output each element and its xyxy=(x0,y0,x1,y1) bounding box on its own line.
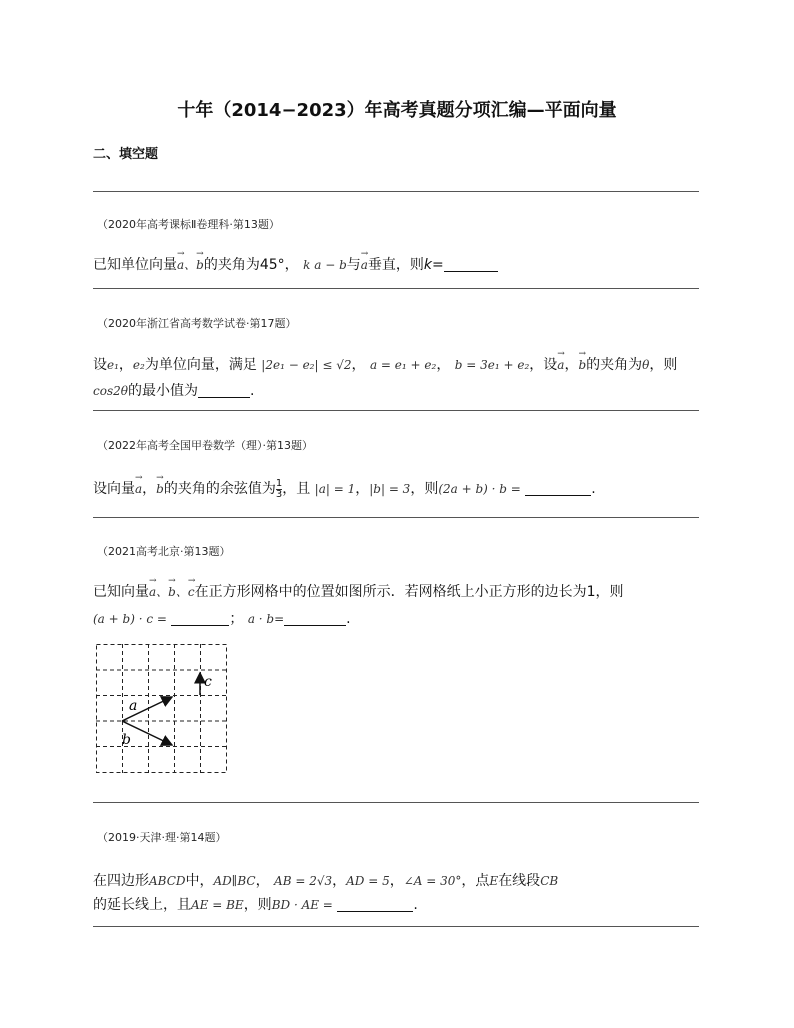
divider xyxy=(93,517,699,518)
problem-source: （2021高考北京·第13题） xyxy=(97,545,231,558)
problem-text: 设向量→ a，→ b的夹角的余弦值为 $\frac{1}{3}$ ，且 |a| = 1，|b| = 3，则(2a + b) · b = . xyxy=(93,478,596,500)
label-a: a xyxy=(129,698,138,714)
answer-blank[interactable] xyxy=(444,257,498,272)
problem-source: （2022年高考全国甲卷数学（理）·第13题） xyxy=(97,439,313,452)
problem-source: （2020年高考课标Ⅱ卷理科·第13题） xyxy=(97,218,280,231)
answer-blank[interactable] xyxy=(525,481,591,496)
answer-blank[interactable] xyxy=(337,897,413,912)
divider xyxy=(93,926,699,927)
problem-text: cos2θ的最小值为 . xyxy=(93,383,255,399)
divider xyxy=(93,410,699,411)
problem-text: (a + b) · c = ； a · b= . xyxy=(93,611,351,627)
problem-text: 在四边形ABCD中，AD∥BC， AB = 2√3，AD = 5，∠A = 30°，点E在线段CB xyxy=(93,873,559,889)
problem-text: 已知单位向量→ a、→ b的夹角为45°， k a − b与→ a垂直，则k= xyxy=(93,254,498,274)
problem-text: 已知向量→ a、→ b、→ c在正方形网格中的位置如图所示．若网格纸上小正方形的边长为1，则 xyxy=(93,581,624,601)
divider xyxy=(93,191,699,192)
vector-grid-figure xyxy=(96,644,228,774)
label-c: c xyxy=(204,674,212,690)
answer-blank[interactable] xyxy=(198,383,250,398)
divider xyxy=(93,802,699,803)
problem-text: 设e₁，e₂为单位向量，满足 |2e₁ − e₂| ≤ √2， a = e₁ + e₂， b = 3e₁ + e₂，设→ a，→ b的夹角为θ，则 xyxy=(93,354,677,374)
page-title: 十年（2014−2023）年高考真题分项汇编—平面向量 xyxy=(177,100,617,121)
section-heading: 二、填空题 xyxy=(93,147,159,162)
problem-text: 的延长线上，且AE = BE，则BD · AE = . xyxy=(93,897,418,913)
label-b: b xyxy=(122,732,131,748)
answer-blank[interactable] xyxy=(284,611,346,626)
divider xyxy=(93,288,699,289)
problem-source: （2019·天津·理·第14题） xyxy=(97,831,227,844)
problem-source: （2020年浙江省高考数学试卷·第17题） xyxy=(97,317,297,330)
answer-blank[interactable] xyxy=(171,611,229,626)
